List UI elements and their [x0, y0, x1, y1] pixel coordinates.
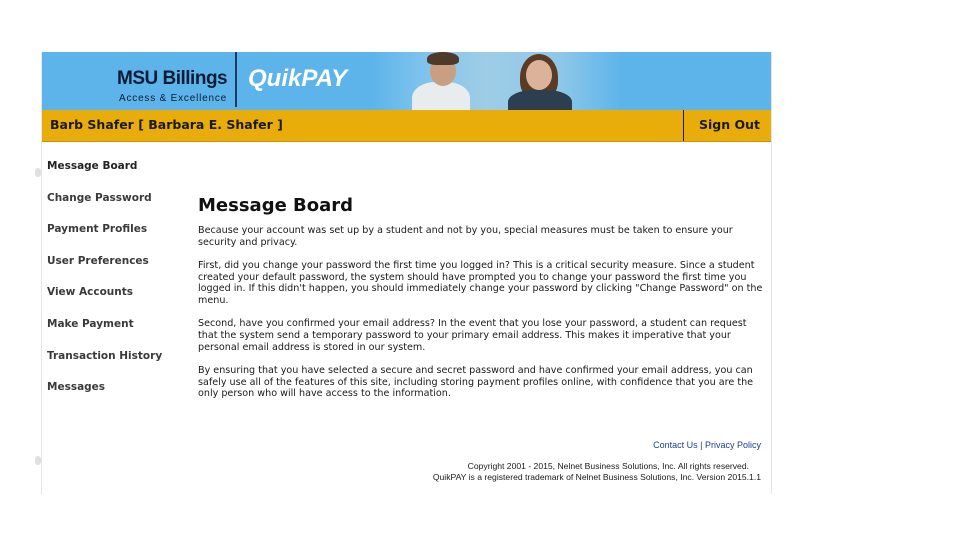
privacy-policy-link[interactable]: Privacy Policy: [704, 440, 761, 450]
contact-us-link[interactable]: Contact Us: [653, 440, 698, 450]
header-banner: [42, 52, 771, 110]
sidebar-item-user-preferences[interactable]: User Preferences: [47, 254, 149, 267]
sidebar-item-view-accounts[interactable]: View Accounts: [47, 286, 134, 299]
banner-photo: [372, 52, 622, 110]
user-bar: [42, 110, 771, 142]
sidebar-item-transaction-history[interactable]: Transaction History: [47, 349, 163, 362]
sidebar-item-message-board[interactable]: Message Board: [47, 160, 138, 172]
sidebar-item-change-password[interactable]: Change Password: [47, 191, 152, 204]
user-name: Barb Shafer [ Barbara E. Shafer ]: [50, 117, 283, 132]
message-paragraph: By ensuring that you have selected a secure and secret password and have confirmed your email address, you can safely use all of the features of this site, including storing payment profiles online, with confidence that you are the only person who will have access to the information.: [198, 364, 754, 400]
banner-person-hair: [427, 52, 459, 65]
message-paragraph: Because your account was set up by a student and not by you, special measures must be taken to ensure your security and privacy.: [198, 225, 733, 248]
banner-divider: [235, 52, 237, 107]
brand-tagline: Access & Excellence: [119, 93, 228, 104]
footer-separator: |: [700, 440, 703, 450]
message-paragraph: Second, have you confirmed your email address? In the event that you lose your password, a student can request that the system send a temporary password to your primary email address. This makes it imperative that your personal email address is stored in our system.: [198, 318, 747, 353]
banner-person-body: [412, 82, 470, 110]
product-logo: QuikPAY: [248, 65, 348, 92]
background-mark: [35, 168, 41, 177]
page-title: Message Board: [198, 195, 354, 216]
banner-person-head: [526, 60, 552, 90]
copyright-notice: [372, 461, 761, 483]
trademark-text: QuikPAY is a registered trademark of Nelnet Business Solutions, Inc. Version 2015.1.1: [432, 472, 761, 482]
user-bar-divider: [683, 110, 684, 141]
sidebar-item-messages[interactable]: Messages: [47, 381, 106, 394]
sidebar-menu: [47, 160, 187, 413]
brand-name: MSU Billings: [117, 68, 228, 89]
quikpay-window: [41, 52, 772, 494]
sidebar-item-make-payment[interactable]: Make Payment: [47, 317, 134, 330]
copyright-text: Copyright 2001 - 2015, Nelnet Business Solutions, Inc. All rights reserved.: [467, 461, 749, 471]
message-board-content: [198, 195, 768, 411]
background-mark: [35, 456, 41, 465]
sign-out-link[interactable]: Sign Out: [699, 117, 760, 132]
footer-links: [492, 440, 761, 450]
sidebar-item-payment-profiles[interactable]: Payment Profiles: [47, 223, 148, 236]
msu-logo[interactable]: [42, 52, 235, 110]
message-paragraph: First, did you change your password the first time you logged in? This is a critical security measure. Since a student created your default password, the system should have prompted you to change your password the first time you logged in. If this didn't happen, you should immediately change your password by clicking "Change Password" on the menu.: [198, 259, 763, 307]
banner-person-body: [508, 90, 572, 110]
